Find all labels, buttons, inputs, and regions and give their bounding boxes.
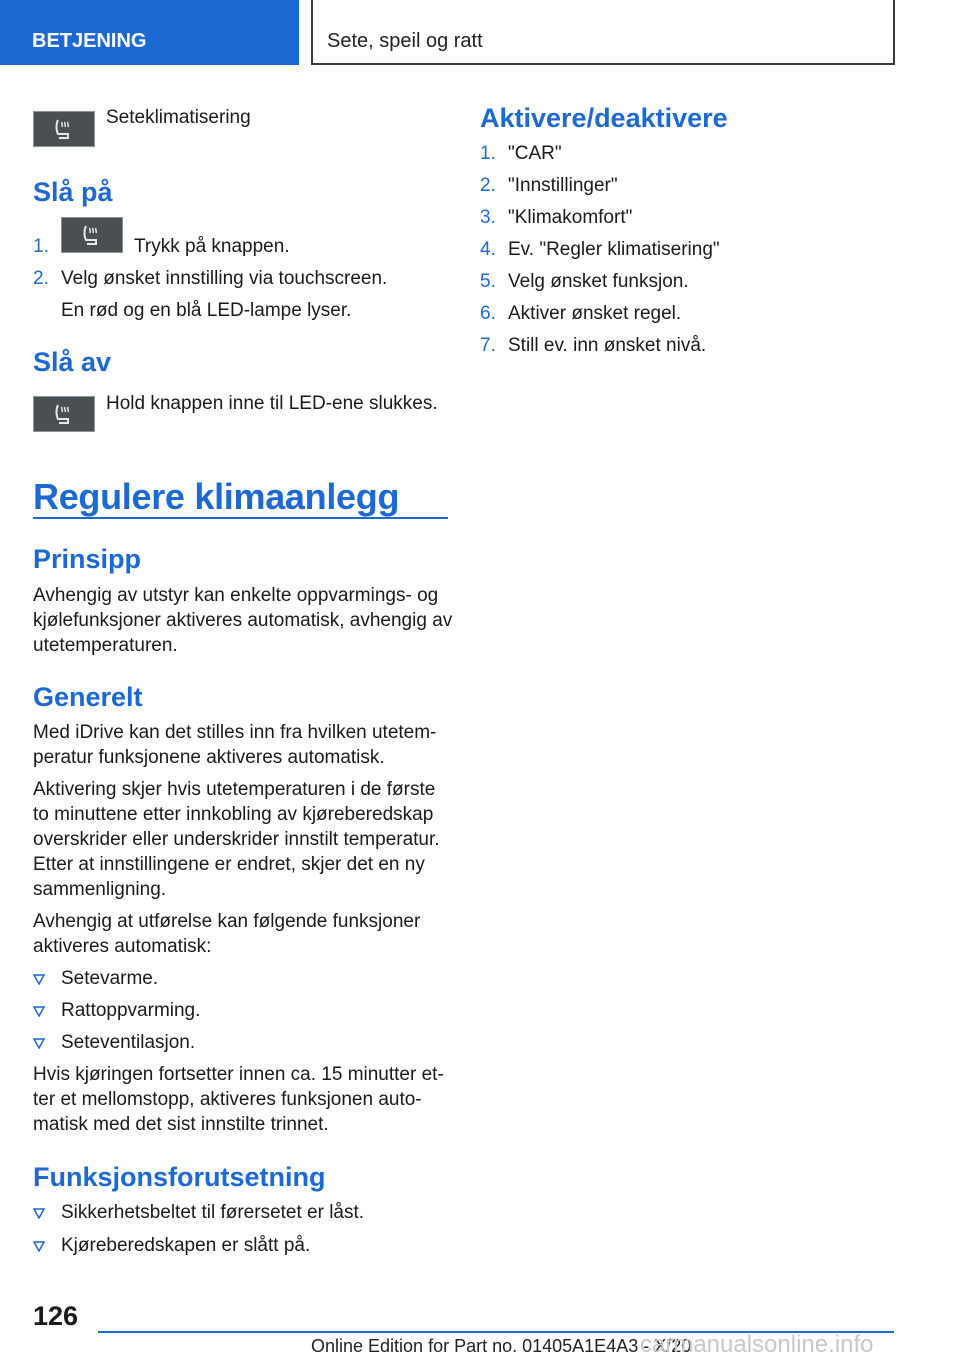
- bullet-text: Rattoppvarming.: [61, 1000, 201, 1021]
- text-line: ter et mellomstopp, aktiveres funksjonen auto‐: [33, 1089, 422, 1110]
- step-text: Ev. "Regler klimatisering": [508, 239, 720, 260]
- heading-generelt: Generelt: [33, 682, 143, 712]
- step-text: Velg ønsket innstilling via touchscreen.: [61, 268, 388, 289]
- page-number: 126: [33, 1301, 79, 1331]
- generelt-para-4: [33, 1062, 444, 1137]
- step-note: En rød og en blå LED-lampe lyser.: [61, 300, 352, 321]
- bullet-text: Kjøreberedskapen er slått på.: [61, 1235, 311, 1256]
- step-text: Velg ønsket funksjon.: [508, 271, 689, 292]
- step-number: 5.: [480, 271, 496, 292]
- step-number: 2.: [480, 175, 496, 196]
- heading-prinsipp: Prinsipp: [33, 544, 142, 574]
- section-tab: BETJENING: [0, 0, 299, 65]
- text-line: Hvis kjøringen fortsetter innen ca. 15 minutter et‐: [33, 1064, 444, 1085]
- prinsipp-text: [33, 583, 452, 658]
- list-item: [480, 173, 920, 198]
- step-number: 1.: [33, 236, 49, 257]
- list-item: [33, 266, 448, 291]
- step-text: "CAR": [508, 143, 562, 164]
- step-text: Trykk på knappen.: [134, 236, 290, 257]
- watermark: carmanualsonline.info: [640, 1331, 874, 1358]
- text-line: Med iDrive kan det stilles inn fra hvilken utetem‐: [33, 722, 437, 743]
- heading-funksjon: Funksjonsforutsetning: [33, 1162, 326, 1192]
- main-heading: Regulere klimaanlegg: [33, 476, 400, 517]
- step-text: Aktiver ønsket regel.: [508, 303, 682, 324]
- generelt-para-3: [33, 909, 420, 959]
- text-line: sammenligning.: [33, 879, 167, 900]
- chapter-title: Sete, speil og ratt: [311, 0, 895, 65]
- bullet-text: Setevarme.: [61, 968, 159, 989]
- bullet-text: Seteventilasjon.: [61, 1032, 196, 1053]
- step-number: 4.: [480, 239, 496, 260]
- triangle-bullet-icon: [33, 1208, 45, 1219]
- text-line: peratur funksjonene aktiveres automatisk.: [33, 747, 385, 768]
- seat-climate-icon: [61, 217, 123, 253]
- triangle-bullet-icon: [33, 1006, 45, 1017]
- list-item: [480, 269, 920, 294]
- text-line: Avhengig av utstyr kan enkelte oppvarmings- og: [33, 585, 439, 606]
- generelt-para-2: [33, 777, 440, 902]
- text-line: Aktivering skjer hvis utetemperaturen i de første: [33, 779, 436, 800]
- list-item: [480, 205, 920, 230]
- heading-aktivere: Aktivere/deaktivere: [480, 103, 728, 133]
- text-line: Avhengig at utførelse kan følgende funksjoner: [33, 911, 421, 932]
- text-line: overskrider eller underskrider innstilt temperatur.: [33, 829, 440, 850]
- bullet-text: Sikkerhetsbeltet til førersetet er låst.: [61, 1202, 365, 1223]
- step-number: 1.: [480, 143, 496, 164]
- heading-sla-av: Slå av: [33, 347, 112, 377]
- text-line: aktiveres automatisk:: [33, 936, 212, 957]
- list-item: [480, 141, 920, 166]
- text-line: matisk med det sist innstilte trinnet.: [33, 1114, 329, 1135]
- step-number: 7.: [480, 335, 496, 356]
- step-number: 6.: [480, 303, 496, 324]
- step-text: "Klimakomfort": [508, 207, 633, 228]
- seat-climate-icon: [33, 396, 95, 432]
- triangle-bullet-icon: [33, 1038, 45, 1049]
- step-text: "Innstillinger": [508, 175, 618, 196]
- text-line: utetemperaturen.: [33, 635, 178, 656]
- heading-rule: [33, 517, 448, 519]
- intro-label: Seteklimatisering: [106, 107, 251, 128]
- text-line: Etter at innstillingene er endret, skjer det en ny: [33, 854, 425, 875]
- step-number: 3.: [480, 207, 496, 228]
- text-line: to minuttene etter innkobling av kjøreberedskap: [33, 804, 434, 825]
- list-item: [480, 301, 920, 326]
- triangle-bullet-icon: [33, 1241, 45, 1252]
- heading-sla-pa: Slå på: [33, 177, 113, 207]
- step-number: 2.: [33, 268, 49, 289]
- list-item: [480, 237, 920, 262]
- triangle-bullet-icon: [33, 974, 45, 985]
- list-item: [480, 333, 920, 358]
- step-text: Still ev. inn ønsket nivå.: [508, 335, 707, 356]
- edition-text: Online Edition for Part no. 01405A1E4A3 - X/20: [311, 1336, 692, 1356]
- sla-av-text: Hold knappen inne til LED-ene slukkes.: [106, 393, 438, 414]
- generelt-para-1: [33, 720, 436, 770]
- seat-climate-icon: [33, 111, 95, 147]
- list-item: [33, 234, 448, 259]
- text-line: kjølefunksjoner aktiveres automatisk, avhengig av: [33, 610, 453, 631]
